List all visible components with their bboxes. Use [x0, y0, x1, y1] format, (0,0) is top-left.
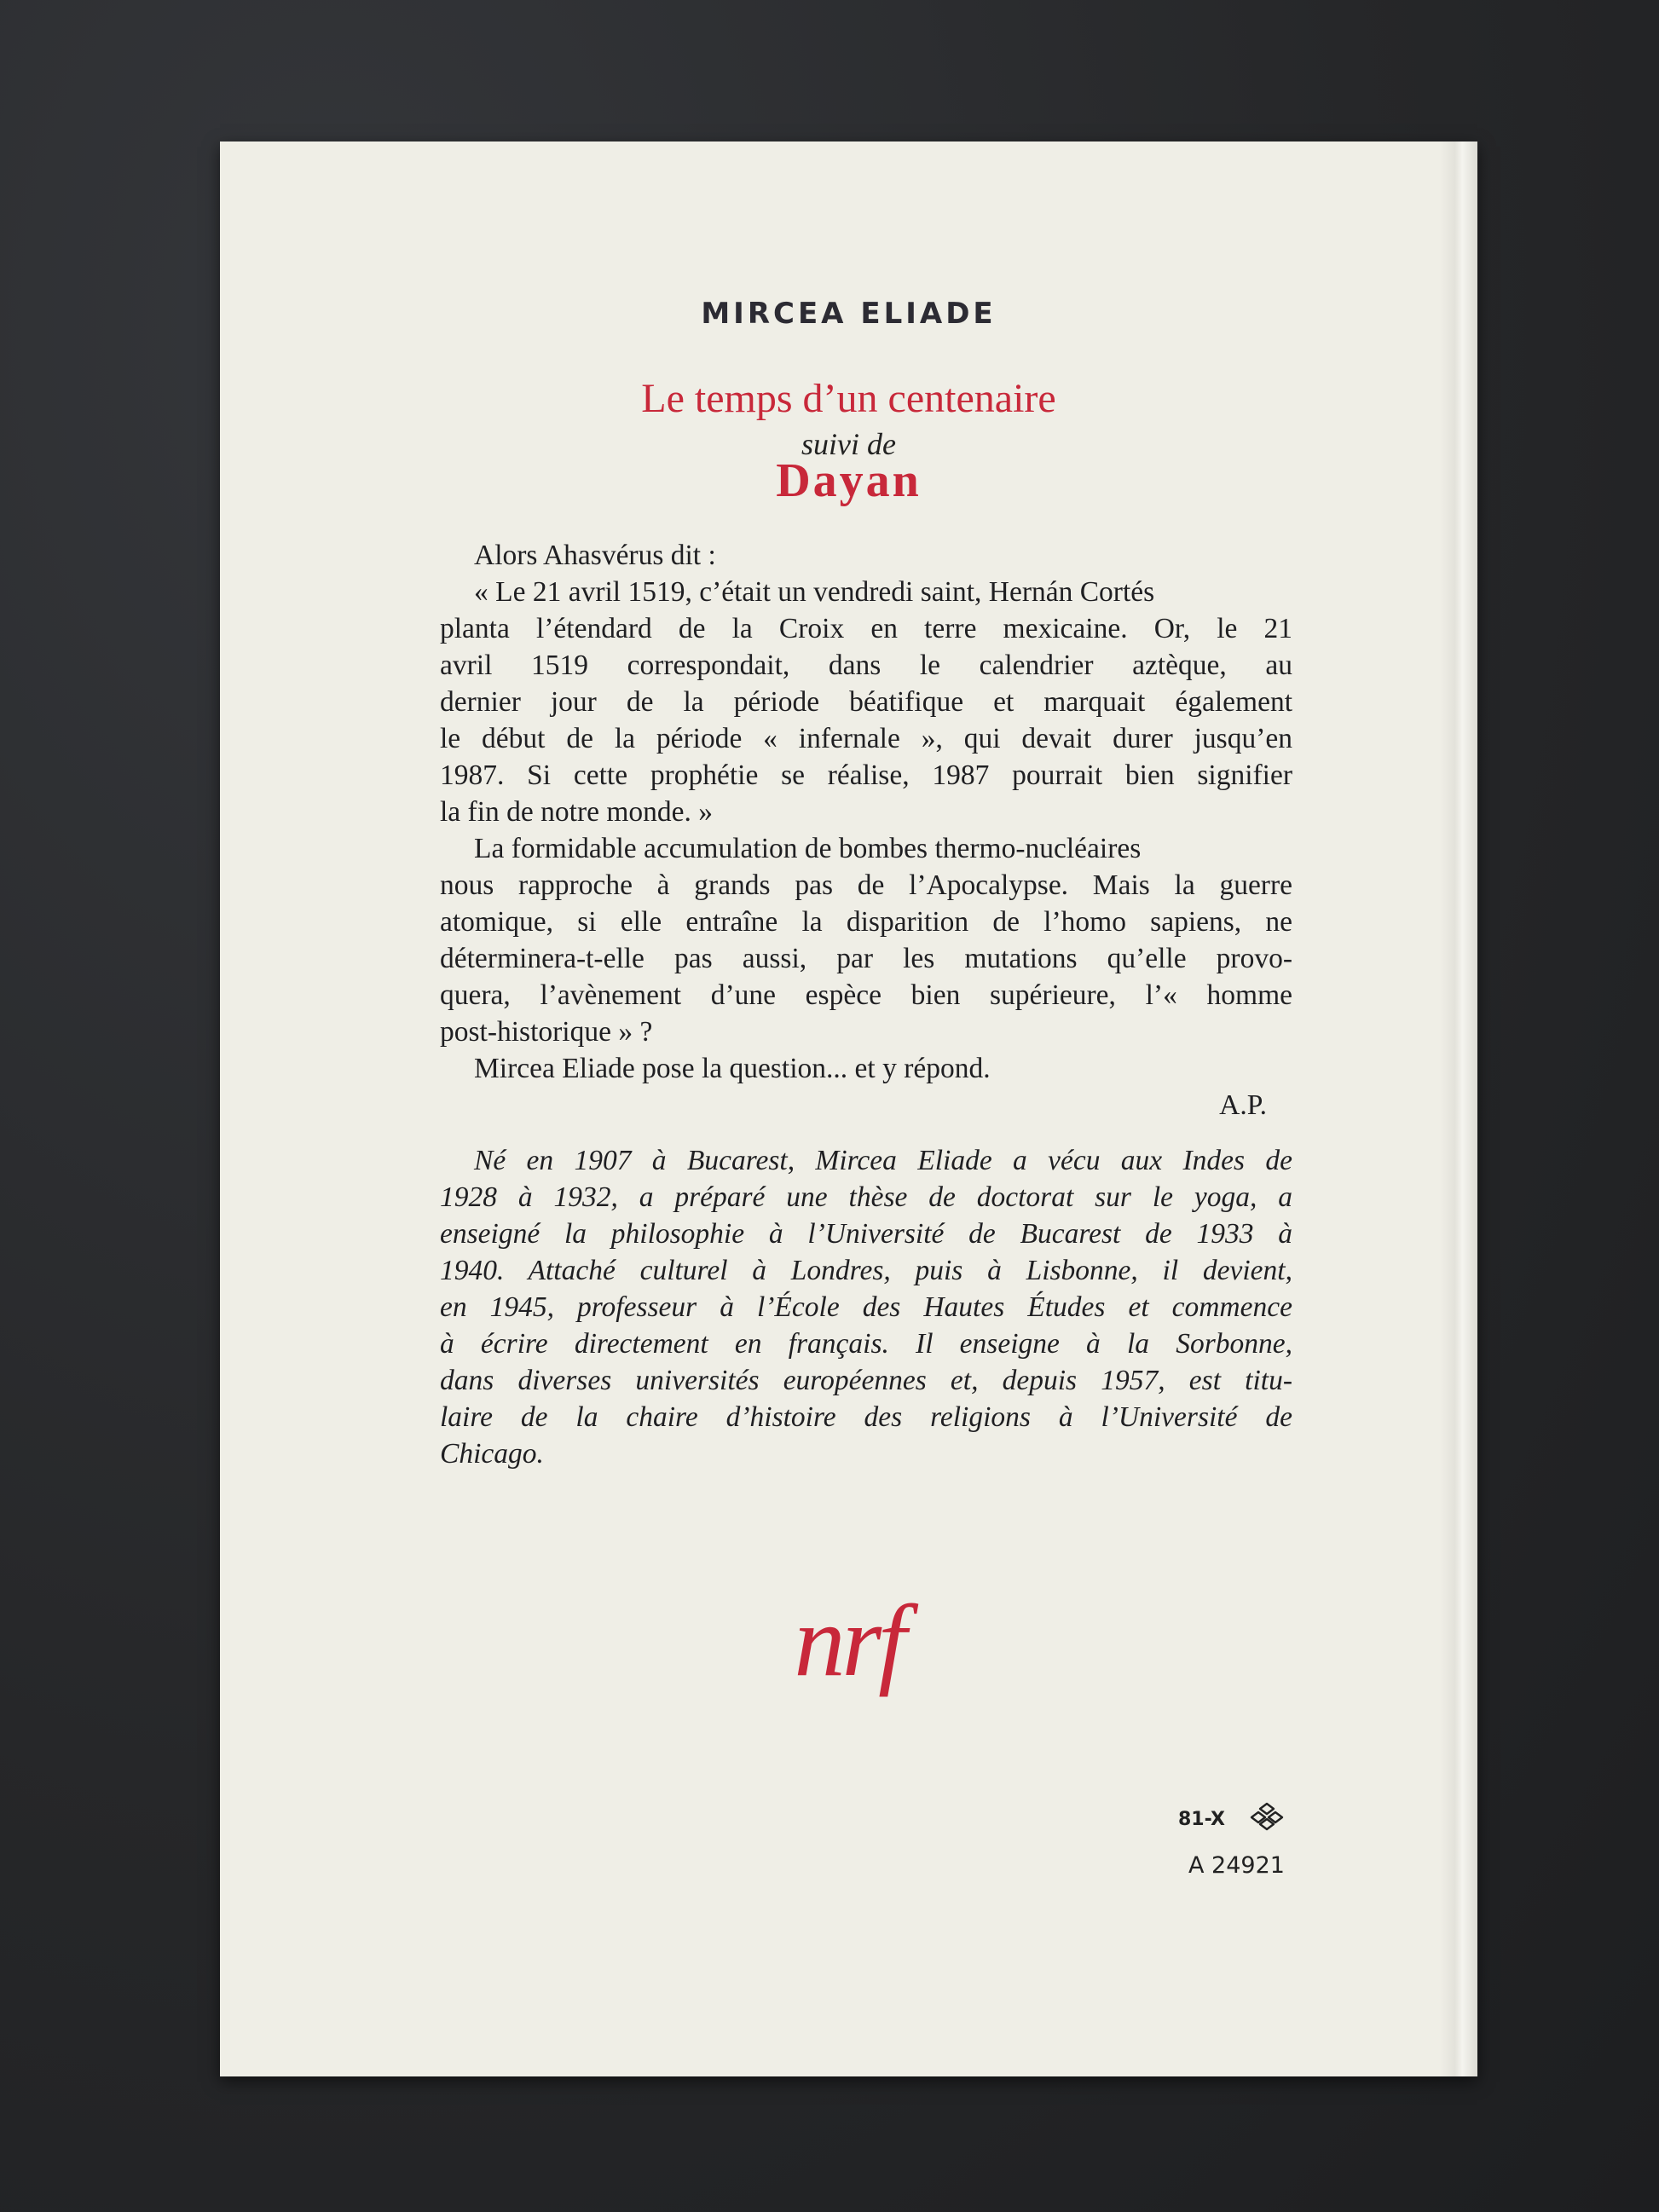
catalog-code: A 24921 [1188, 1852, 1285, 1879]
blurb-line: « Le 21 avril 1519, c’était un vendredi saint, Hernán Cortés [474, 576, 1155, 608]
blurb-line: dernier jour de la période béatifique et marquait également [440, 686, 1292, 718]
blurb-line: atomique, si elle entraîne la disparition de l’homo sapiens, ne [440, 906, 1292, 938]
book-subtitle: Dayan [776, 454, 922, 507]
nrf-logo: nrf [794, 1584, 904, 1697]
bio-line: laire de la chaire d’histoire des religions à l’Université de [440, 1401, 1292, 1433]
bio-line: Né en 1907 à Bucarest, Mircea Eliade a vécu aux Indes de [474, 1145, 1292, 1176]
blurb-line: déterminera-t-elle pas aussi, par les mutations qu’elle provo- [440, 943, 1292, 974]
blurb-line: le début de la période « infernale », qui devait durer jusqu’en [440, 723, 1292, 754]
bio-line: à écrire directement en français. Il enseigne à la Sorbonne, [440, 1328, 1292, 1360]
bio-line: en 1945, professeur à l’École des Hautes Études et commence [440, 1291, 1292, 1323]
blurb-line: 1987. Si cette prophétie se réalise, 1987 pourrait bien signifier [440, 759, 1292, 791]
series-code: 81-X [1178, 1809, 1225, 1830]
book-title: Le temps d’un centenaire [641, 376, 1056, 421]
blurb-line: Mircea Eliade pose la question... et y répond. [474, 1053, 991, 1084]
author-biography [440, 1142, 1292, 1472]
author-name: MIRCEA ELIADE [701, 297, 997, 331]
bio-line: enseigné la philosophie à l’Université de Bucarest de 1933 à [440, 1218, 1292, 1250]
bio-line: 1928 à 1932, a préparé une thèse de doctorat sur le yoga, a [440, 1181, 1292, 1213]
bio-line: dans diverses universités européennes et, depuis 1957, est titu- [440, 1365, 1292, 1396]
blurb-line: nous rapproche à grands pas de l’Apocalypse. Mais la guerre [440, 869, 1292, 901]
blurb-line: post-historique » ? [440, 1016, 653, 1048]
blurb-line: la fin de notre monde. » [440, 796, 714, 828]
blurb-text [440, 537, 1292, 1123]
title-connector: suivi de [801, 427, 896, 461]
blurb-line: planta l’étendard de la Croix en terre mexicaine. Or, le 21 [440, 613, 1292, 644]
bio-line: 1940. Attaché culturel à Londres, puis à Lisbonne, il devient, [440, 1255, 1292, 1286]
blurb-signature: A.P. [1219, 1089, 1267, 1121]
blurb-line: Alors Ahasvérus dit : [474, 540, 716, 571]
blurb-line: La formidable accumulation de bombes thermo-nucléaires [474, 833, 1142, 864]
gallimard-books-icon [1248, 1800, 1286, 1834]
blurb-line: quera, l’avènement d’une espèce bien supérieure, l’« homme [440, 979, 1292, 1011]
blurb-line: avril 1519 correspondait, dans le calendrier aztèque, au [440, 650, 1292, 681]
book-back-cover [220, 141, 1477, 2076]
bio-line: Chicago. [440, 1438, 544, 1470]
